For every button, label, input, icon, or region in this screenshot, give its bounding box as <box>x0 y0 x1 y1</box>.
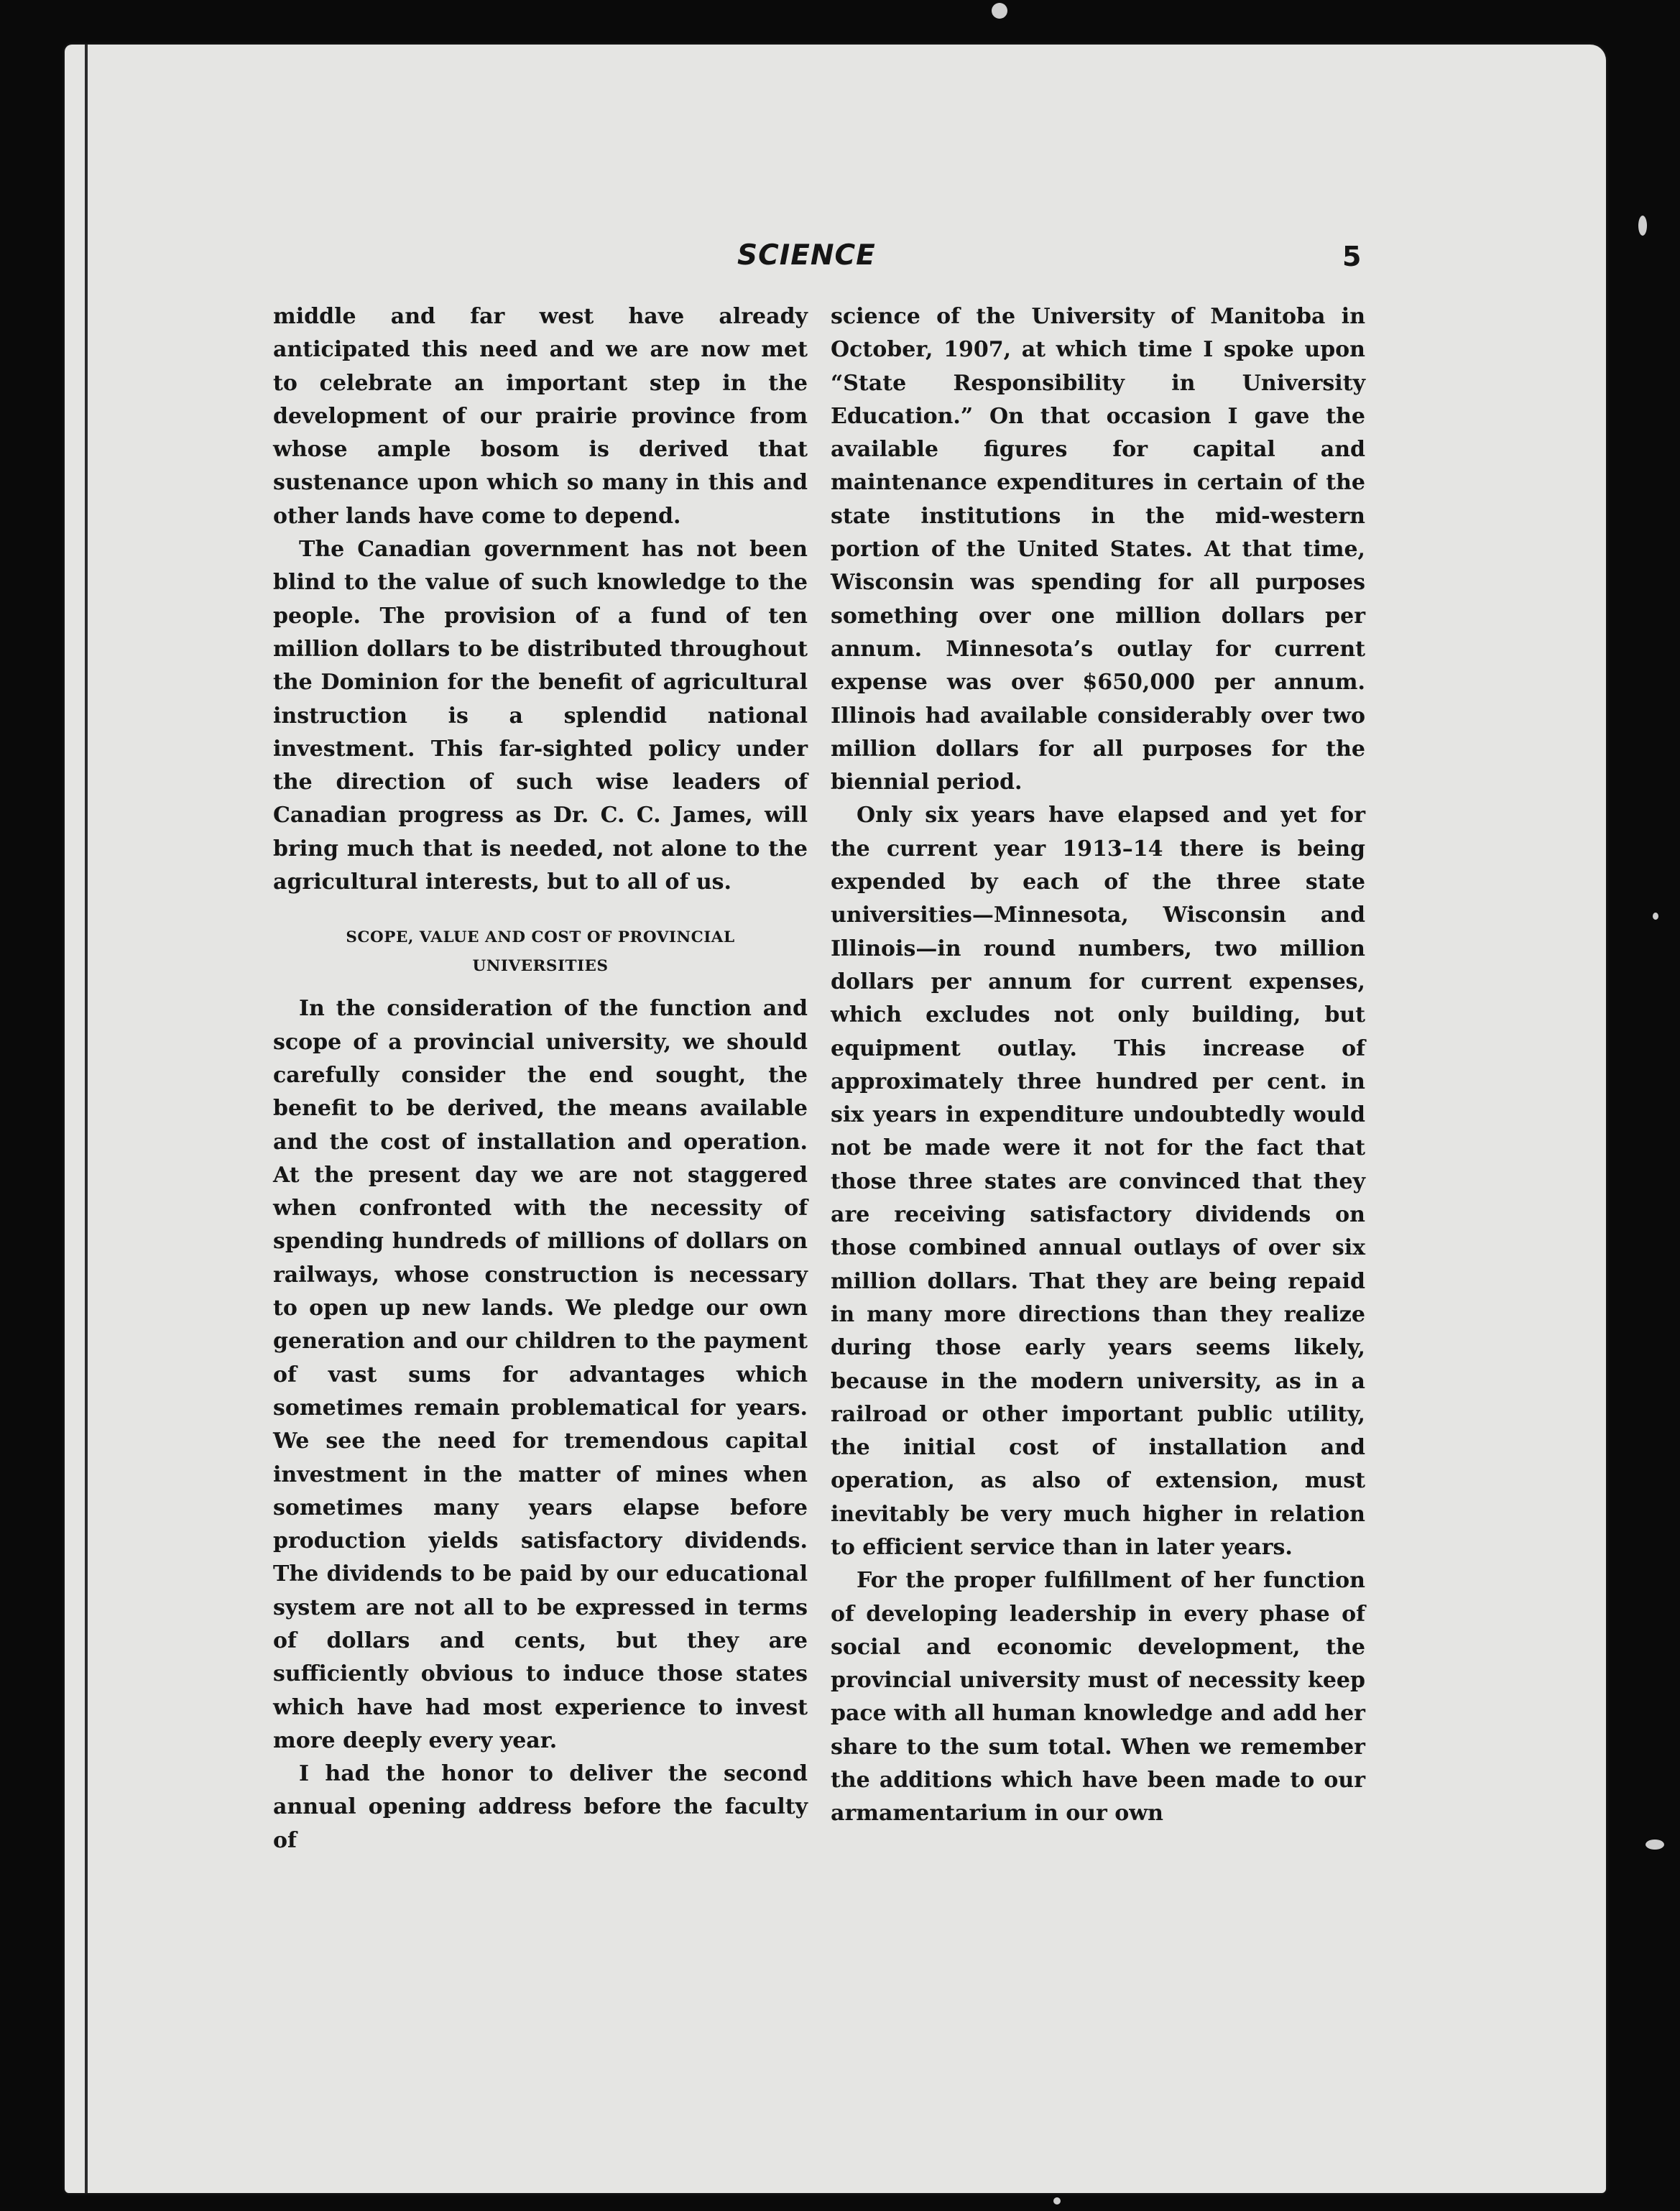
section-heading <box>273 923 808 981</box>
scan-speck <box>1053 2197 1061 2205</box>
paragraph: Only six years have elapsed and yet for the current year 1913–14 there is being expended by each of the three state universities—Minnesota, Wisconsin and Illinois—in round numbers, two million dollars per annum for current expenses, which excludes not only building, but equipment outlay. This increase of approximately three hundred per cent. in six years in expenditure undoubtedly would not be made were it not for the fact that those three states are convinced that they are receiving satisfactory dividends on those combined annual outlays of over six million dollars. That they are being repaid in many more directions than they realize during those early years seems likely, because in the modern university, as in a railroad or other important public utility, the initial cost of installation and operation, as also of extension, must inevitably be very much higher in relation to efficient service than in later years. <box>831 803 1365 1560</box>
paragraph: middle and far west have already anticipated this need and we are now met to celebrate an important step in the development of our prairie province from whose ample bosom is derived that sustenance upon which so many in this and other lands have come to depend. <box>273 304 808 529</box>
paragraph: For the proper fulfillment of her function of developing leadership in every phase of social and economic development, the provincial university must of necessity keep pace with all human knowledge and add her share to the sum total. When we remember the additions which have been made to our armamentarium in our own <box>831 1568 1365 1827</box>
paragraph: In the consideration of the function and scope of a provincial university, we should carefully consider the end sought, the benefit to be derived, the means available and the cost of installation and operation. At the present day we are not staggered when confronted with the necessity of spending hundreds of millions of dollars on railways, whose construction is necessary to open up new lands. We pledge our own generation and our children to the payment of vast sums for advantages which sometimes remain problematical for years. We see the need for tremendous capital investment in the matter of mines when sometimes many years elapse before production yields satisfactory dividends. The dividends to be paid by our educational system are not all to be expressed in terms of dollars and cents, but they are sufficiently obvious to induce those states which have had most experience to invest more deeply every year. <box>273 996 808 1753</box>
section-heading-line: SCOPE, VALUE AND COST OF PROVINCIAL <box>346 928 735 947</box>
scan-speck <box>1646 1840 1664 1850</box>
scan-speck <box>1638 216 1647 236</box>
scan-speck <box>992 3 1007 19</box>
scan-speck <box>1653 913 1658 920</box>
left-column <box>273 300 808 1857</box>
right-column <box>831 300 1365 1831</box>
paragraph: The Canadian government has not been blind to the value of such knowledge to the people. The provision of a fund of ten million dollars to be distributed throughout the Dominion for the benefit of agricultural instruction is a splendid national investment. This far-sighted policy under the direction of such wise leaders of Canadian progress as Dr. C. C. James, will bring much that is needed, not alone to the agricultural interests, but to all of us. <box>273 537 808 895</box>
page-number: 5 <box>1342 241 1362 272</box>
section-heading-line: UNIVERSITIES <box>472 957 609 976</box>
paragraph: I had the honor to deliver the second annual opening address before the faculty of <box>273 1761 808 1853</box>
running-head: SCIENCE <box>737 239 876 272</box>
paragraph: science of the University of Manitoba in October, 1907, at which time I spoke upon “State Responsibility in University Education.” On that occasion I gave the available figures for capital and maintenance expenditures in certain of the state institutions in the mid-western portion of the United States. At that time, Wisconsin was spending for all purposes something over one million dollars per annum. Minnesota’s outlay for current expense was over $650,000 per annum. Illinois had available considerably over two million dollars for all purposes for the biennial period. <box>831 304 1365 795</box>
page-spine-line <box>85 45 88 2193</box>
page-header <box>0 239 1680 282</box>
